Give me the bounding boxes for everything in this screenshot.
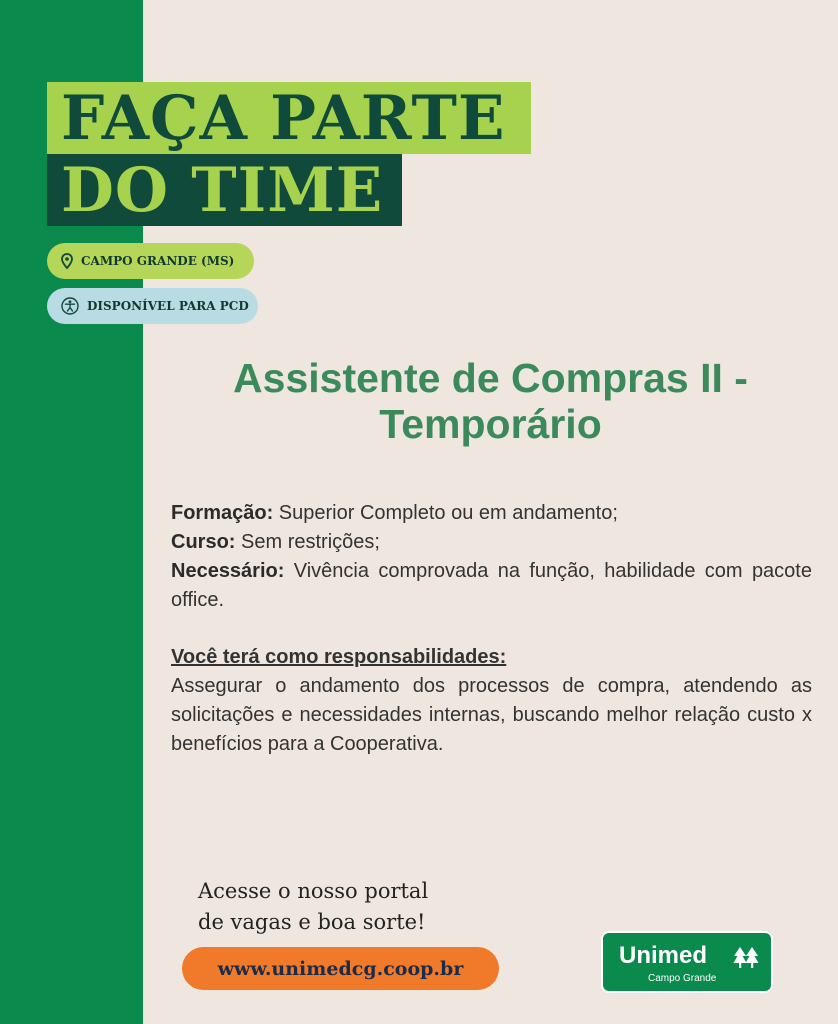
location-text: CAMPO GRANDE (MS) <box>81 254 235 268</box>
formation-value: Superior Completo ou em andamento; <box>273 502 618 524</box>
portal-invitation <box>198 876 428 938</box>
formation-line <box>171 499 812 528</box>
unimed-tree-icon <box>733 945 759 969</box>
careers-url-button[interactable]: www.unimedcg.coop.br <box>182 947 499 990</box>
responsibilities-heading: Você terá como responsabilidades: <box>171 646 507 668</box>
job-details <box>171 499 812 759</box>
portal-text-line-2: de vagas e boa sorte! <box>198 910 426 934</box>
job-title <box>143 355 838 447</box>
map-pin-icon <box>61 253 73 269</box>
logo-subtitle: Campo Grande <box>648 973 717 984</box>
unimed-logo <box>601 931 773 993</box>
formation-label: Formação: <box>171 502 274 524</box>
needed-label: Necessário: <box>171 560 285 582</box>
needed-value: Vivência comprovada na função, habilidade com pacote office. <box>171 560 812 611</box>
job-title-line-1: Assistente de Compras II - <box>233 355 748 401</box>
course-value: Sem restrições; <box>235 531 380 553</box>
course-line <box>171 528 812 557</box>
job-title-line-2: Temporário <box>379 401 602 447</box>
pcd-tag <box>47 288 258 324</box>
needed-line <box>171 557 812 615</box>
location-tag <box>47 243 254 279</box>
headline-line-1: FAÇA PARTE <box>47 82 531 154</box>
responsibilities-text: Assegurar o andamento dos processos de compra, atendendo as solicitações e necessidades internas, buscando melhor relação custo x benefícios para a Cooperativa. <box>171 675 812 755</box>
accessibility-icon <box>61 297 79 315</box>
course-label: Curso: <box>171 531 236 553</box>
portal-text-line-1: Acesse o nosso portal <box>198 879 429 903</box>
pcd-text: DISPONÍVEL PARA PCD <box>87 299 249 313</box>
logo-name: Unimed <box>619 942 708 969</box>
headline-line-2: DO TIME <box>47 154 402 226</box>
